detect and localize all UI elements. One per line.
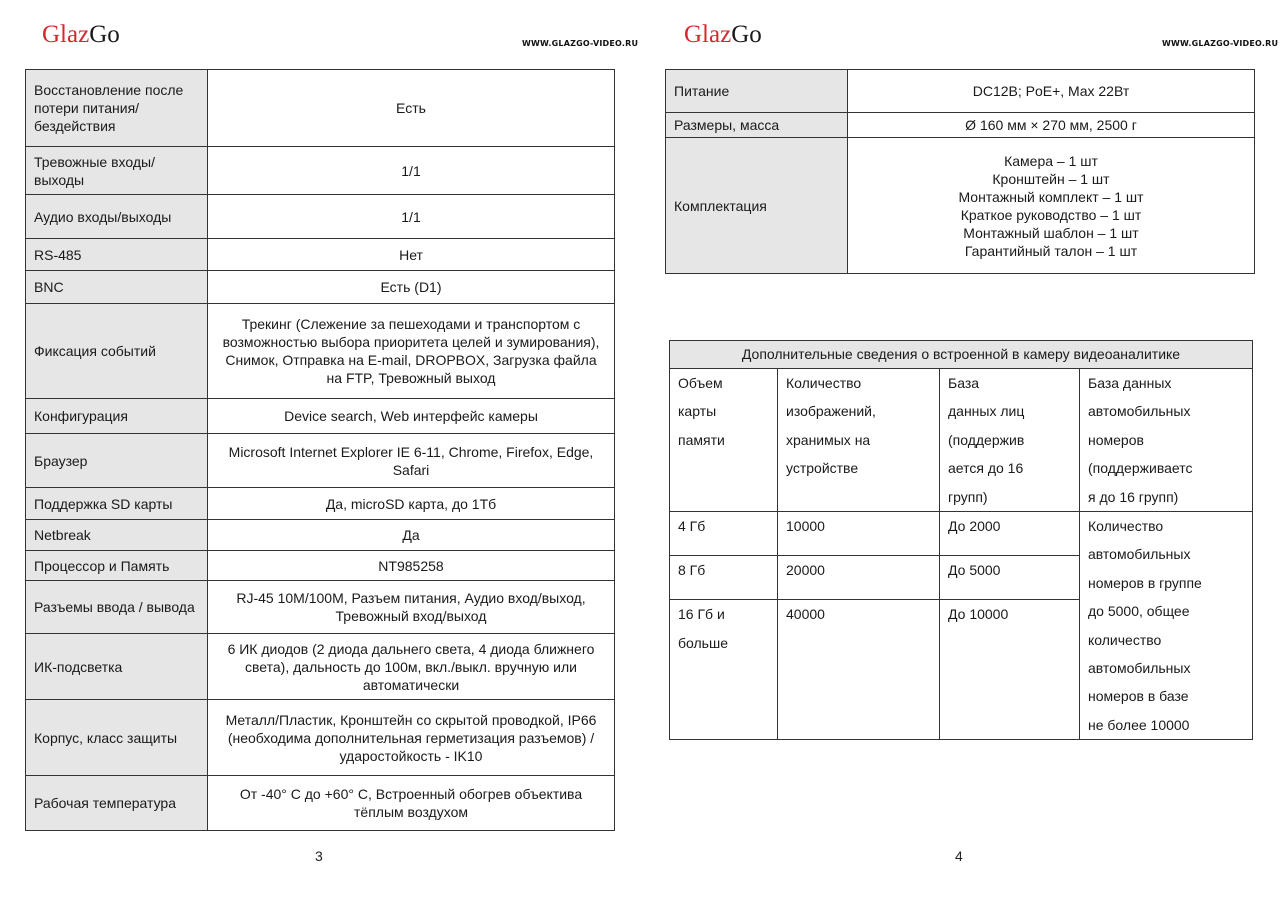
spec-key: Восстановление после потери питания/бездействия: [26, 70, 208, 147]
spec-value: Device search, Web интерфейс камеры: [208, 399, 615, 434]
website-url: WWW.GLAZGO-VIDEO.RU: [522, 39, 639, 48]
header-plates: База данных автомобильных номеров (поддерживаетс я до 16 групп): [1080, 369, 1253, 512]
package-item: Монтажный шаблон – 1 шт: [963, 224, 1139, 241]
spec-key: Тревожные входы/выходы: [26, 147, 208, 195]
package-item: Монтажный комплект – 1 шт: [958, 188, 1144, 205]
spec-row: [666, 70, 1255, 113]
spec-value: Есть (D1): [208, 271, 615, 304]
spec-table-right: [665, 69, 1255, 274]
spec-key: Питание: [666, 70, 848, 113]
page-number: 3: [315, 848, 323, 864]
cell-faces: До 10000: [940, 600, 1080, 740]
header-images: Количество изображений, хранимых на устройстве: [778, 369, 940, 512]
spec-row: [26, 488, 615, 520]
cell-memory: 4 Гб: [670, 512, 778, 556]
spec-row: [26, 304, 615, 399]
spec-row: [26, 195, 615, 239]
spec-value: Да, microSD карта, до 1Тб: [208, 488, 615, 520]
spec-row: [26, 239, 615, 271]
package-item: Камера – 1 шт: [1004, 152, 1098, 169]
cell-faces: До 2000: [940, 512, 1080, 556]
spec-row: [26, 581, 615, 634]
spec-key: Корпус, класс защиты: [26, 700, 208, 776]
spec-row: [26, 70, 615, 147]
spec-row: [26, 551, 615, 581]
analytics-caption: Дополнительные сведения о встроенной в камеру видеоаналитике: [670, 341, 1253, 369]
spec-value: DC12В; PoE+, Max 22Вт: [848, 70, 1255, 113]
analytics-table: [669, 340, 1253, 740]
spec-row: [26, 520, 615, 551]
spec-key: Аудио входы/выходы: [26, 195, 208, 239]
spec-key: Размеры, масса: [666, 113, 848, 138]
spec-row: [26, 700, 615, 776]
spec-row: [26, 399, 615, 434]
spec-row: [666, 113, 1255, 138]
spec-value: Нет: [208, 239, 615, 271]
website-url: WWW.GLAZGO-VIDEO.RU: [1162, 39, 1279, 48]
spec-value: RJ-45 10M/100M, Разъем питания, Аудио вход/выход, Тревожный вход/выход: [208, 581, 615, 634]
cell-images: 40000: [778, 600, 940, 740]
analytics-row: [670, 512, 1253, 556]
analytics-header-row: [670, 369, 1253, 512]
spec-value: Металл/Пластик, Кронштейн со скрытой проводкой, IP66 (необходима дополнительная герметизация разъемов) / ударостойкость - IK10: [208, 700, 615, 776]
page-number: 4: [955, 848, 963, 864]
package-item: Краткое руководство – 1 шт: [960, 206, 1142, 223]
spec-table-left: [25, 69, 615, 831]
cell-memory: 8 Гб: [670, 556, 778, 600]
spec-value: Есть: [208, 70, 615, 147]
spec-value: NT985258: [208, 551, 615, 581]
spec-row: [26, 776, 615, 831]
cell-images: 10000: [778, 512, 940, 556]
spec-key: BNC: [26, 271, 208, 304]
spec-row: [26, 271, 615, 304]
cell-memory: 16 Гб и больше: [670, 600, 778, 740]
spec-value: От -40° С до +60° С, Встроенный обогрев объектива тёплым воздухом: [208, 776, 615, 831]
spec-key: Конфигурация: [26, 399, 208, 434]
spec-key: Фиксация событий: [26, 304, 208, 399]
header-memory: Объем карты памяти: [670, 369, 778, 512]
spec-row: [26, 434, 615, 488]
spec-key: Рабочая температура: [26, 776, 208, 831]
spec-value: 1/1: [208, 195, 615, 239]
cell-faces: До 5000: [940, 556, 1080, 600]
spec-key: Разъемы ввода / вывода: [26, 581, 208, 634]
glazgo-logo: GlazGo: [42, 21, 120, 48]
spec-key: ИК-подсветка: [26, 634, 208, 700]
spec-key: Поддержка SD карты: [26, 488, 208, 520]
glazgo-logo: GlazGo: [684, 21, 762, 48]
spec-value: Трекинг (Слежение за пешеходами и транспортом с возможностью выбора приоритета целей и зумирования), Снимок, Отправка на E-mail, DROPBOX, Загрузка файла на FTP, Тревожный выход: [208, 304, 615, 399]
header-faces: База данных лиц (поддержив ается до 16 групп): [940, 369, 1080, 512]
spec-key: RS-485: [26, 239, 208, 271]
cell-plates-note: Количество автомобильных номеров в группе до 5000, общее количество автомобильных номеров в базе не более 10000: [1080, 512, 1253, 740]
spec-value: [848, 138, 1255, 274]
cell-images: 20000: [778, 556, 940, 600]
package-item: Кронштейн – 1 шт: [992, 170, 1110, 187]
analytics-caption-row: [670, 341, 1253, 369]
page-4: [640, 0, 1280, 907]
spec-row: [26, 147, 615, 195]
spec-row: [666, 138, 1255, 274]
spec-row: [26, 634, 615, 700]
spec-key: Процессор и Память: [26, 551, 208, 581]
spec-key: Комплектация: [666, 138, 848, 274]
package-item: Гарантийный талон – 1 шт: [964, 242, 1138, 259]
spec-value: 6 ИК диодов (2 диода дальнего света, 4 диода ближнего света), дальность до 100м, вкл./выкл. вручную или автоматически: [208, 634, 615, 700]
spec-value: Да: [208, 520, 615, 551]
spec-key: Netbreak: [26, 520, 208, 551]
spec-key: Браузер: [26, 434, 208, 488]
spec-value: Ø 160 мм × 270 мм, 2500 г: [848, 113, 1255, 138]
spec-value: 1/1: [208, 147, 615, 195]
spec-value: Microsoft Internet Explorer IE 6-11, Chrome, Firefox, Edge, Safari: [208, 434, 615, 488]
